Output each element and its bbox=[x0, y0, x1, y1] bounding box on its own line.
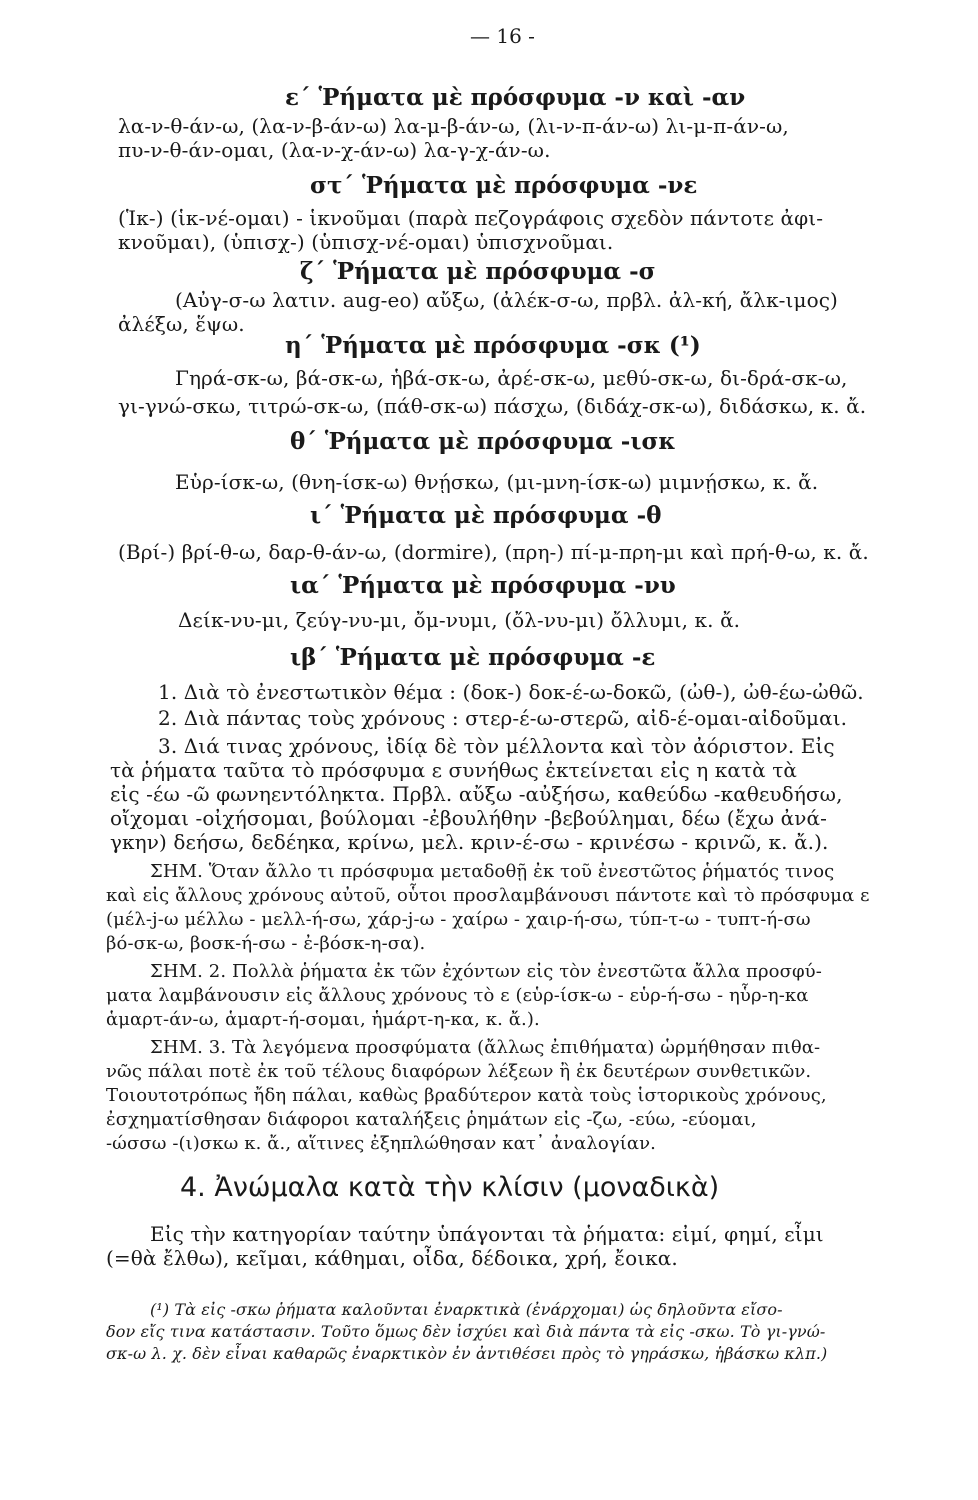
note-line: Τοιουτοτρόπως ἤδη πάλαι, καθὼς βραδύτερον κατὰ τοὺς ἱστορικοὺς χρόνους, bbox=[106, 1085, 827, 1106]
text-line: γι-γνώ-σκω, τιτρώ-σκ-ω, (πάθ-σκ-ω) πάσχω, (διδάχ-σκ-ω), διδάσκω, κ. ἄ. bbox=[118, 394, 867, 418]
heading-th: θ΄ Ῥήματα μὲ πρόσφυμα -ισκ bbox=[290, 428, 676, 455]
text-line: (Αὐγ-σ-ω λατιν. aug-eo) αὔξω, (ἀλέκ-σ-ω, πρβλ. ἀλ-κή, ἄλκ-ιμος) bbox=[175, 288, 838, 312]
text-line: Γηρά-σκ-ω, βά-σκ-ω, ἡβά-σκ-ω, ἀρέ-σκ-ω, μεθύ-σκ-ω, δι-δρά-σκ-ω, bbox=[175, 366, 848, 390]
note-line: ἐσχηματίσθησαν διάφοροι καταλήξεις ῥημάτων εἰς -ζω, -εύω, -εύομαι, bbox=[106, 1109, 757, 1130]
note-line: -ώσσω -(ι)σκω κ. ἄ., αἵτινες ἐξηπλώθησαν κατ᾽ ἀναλογίαν. bbox=[106, 1133, 656, 1154]
heading-ib: ιβ΄ Ῥήματα μὲ πρόσφυμα -ε bbox=[290, 644, 656, 671]
text-line: οἴχομαι -οἰχήσομαι, βούλομαι -ἐβουλήθην -βεβούλημαι, δέω (ἔχω ἀνά- bbox=[110, 806, 827, 830]
text-line: 3. Διά τινας χρόνους, ἰδίᾳ δὲ τὸν μέλλοντα καὶ τὸν ἀόριστον. Εἰς bbox=[158, 734, 835, 758]
footnote-line: δον εἴς τινα κατάστασιν. Τοῦτο ὅμως δὲν ἰσχύει καὶ διὰ πάντα τὰ εἰς -σκω. Τὸ γι-γνώ- bbox=[106, 1322, 826, 1341]
heading-i: ι΄ Ῥήματα μὲ πρόσφυμα -θ bbox=[310, 502, 662, 529]
text-line: εἰς -έω -ῶ φωνηεντόληκτα. Πρβλ. αὔξω -αὐξήσω, καθεύδω -καθευδήσω, bbox=[110, 782, 843, 806]
text-line: λα-ν-θ-άν-ω, (λα-ν-β-άν-ω) λα-μ-β-άν-ω, (λι-ν-π-άν-ω) λι-μ-π-άν-ω, bbox=[118, 114, 789, 138]
heading-z: ζ΄ Ῥήματα μὲ πρόσφυμα -σ bbox=[300, 258, 656, 285]
text-line: Εἰς τὴν κατηγορίαν ταύτην ὑπάγονται τὰ ῥήματα: εἰμί, φημί, εἶμι bbox=[150, 1222, 824, 1246]
note-line: ἁμαρτ-άν-ω, ἁμαρτ-ή-σομαι, ἡμάρτ-η-κα, κ. ἄ.). bbox=[106, 1009, 540, 1030]
section-4-title: 4. Ἀνώμαλα κατὰ τὴν κλίσιν (μοναδικὰ) bbox=[180, 1172, 720, 1203]
note-line: ΣΗΜ. 2. Πολλὰ ῥήματα ἐκ τῶν ἐχόντων εἰς τὸν ἐνεστῶτα ἄλλα προσφύ- bbox=[150, 961, 822, 982]
heading-st: στ΄ Ῥήματα μὲ πρόσφυμα -νε bbox=[310, 172, 698, 199]
text-line: 1. Διὰ τὸ ἐνεστωτικὸν θέμα : (δοκ-) δοκ-έ-ω-δοκῶ, (ὠθ-), ὠθ-έω-ὠθῶ. bbox=[158, 680, 864, 704]
note-line: καὶ εἰς ἄλλους χρόνους αὐτοῦ, οὗτοι προσλαμβάνουσι πάντοτε καὶ τὸ πρόσφυμα ε bbox=[106, 885, 870, 906]
text-line: (Ἱκ-) (ἱκ-νέ-ομαι) - ἱκνοῦμαι (παρὰ πεζογράφοις σχεδὸν πάντοτε ἀφι- bbox=[118, 206, 824, 230]
text-line: ἀλέξω, ἕψω. bbox=[118, 312, 245, 336]
note-line: βό-σκ-ω, βοσκ-ή-σω - ἐ-βόσκ-η-σα). bbox=[106, 933, 426, 954]
text-line: Εὑρ-ίσκ-ω, (θνη-ίσκ-ω) θνῄσκω, (μι-μνη-ίσκ-ω) μιμνῄσκω, κ. ἄ. bbox=[175, 470, 819, 494]
text-line: τὰ ῥήματα ταῦτα τὸ πρόσφυμα ε συνήθως ἐκτείνεται εἰς η κατὰ τὰ bbox=[110, 758, 798, 782]
note-line: νῶς πάλαι ποτὲ ἐκ τοῦ τέλους διαφόρων λέξεων ἢ ἐκ δευτέρων συνθετικῶν. bbox=[106, 1061, 812, 1082]
text-line: πυ-ν-θ-άν-ομαι, (λα-ν-χ-άν-ω) λα-γ-χ-άν-ω. bbox=[118, 138, 551, 162]
footnote-line: σκ-ω λ. χ. δὲν εἶναι καθαρῶς ἐναρκτικὸν ἐν ἀντιθέσει πρὸς τὸ γηράσκω, ἡβάσκω κλπ.) bbox=[106, 1344, 828, 1363]
heading-e: ε΄ Ῥήματα μὲ πρόσφυμα -ν καὶ -αν bbox=[285, 84, 746, 111]
note-line: ΣΗΜ. Ὅταν ἄλλο τι πρόσφυμα μεταδοθῇ ἐκ τοῦ ἐνεστῶτος ῥήματός τινος bbox=[150, 861, 835, 882]
heading-h: η΄ Ῥήματα μὲ πρόσφυμα -σκ (¹) bbox=[285, 332, 701, 359]
note-line: ματα λαμβάνουσιν εἰς ἄλλους χρόνους τὸ ε (εὑρ-ίσκ-ω - εὑρ-ή-σω - ηὗρ-η-κα bbox=[106, 985, 809, 1006]
text-line: γκην) δεήσω, δεδέηκα, κρίνω, μελ. κριν-έ-σω - κρινέσω - κρινῶ, κ. ἄ.). bbox=[110, 830, 829, 854]
heading-ia: ια΄ Ῥήματα μὲ πρόσφυμα -νυ bbox=[290, 572, 676, 599]
text-line: (Βρί-) βρί-θ-ω, δαρ-θ-άν-ω, (dormire), (πρη-) πί-μ-πρη-μι καὶ πρή-θ-ω, κ. ἄ. bbox=[118, 540, 869, 564]
text-line: (=θὰ ἔλθω), κεῖμαι, κάθημαι, οἶδα, δέδοικα, χρή, ἔοικα. bbox=[106, 1246, 678, 1270]
note-line: (μέλ-j-ω μέλλω - μελλ-ή-σω, χάρ-j-ω - χαίρω - χαιρ-ή-σω, τύπ-τ-ω - τυπτ-ή-σω bbox=[106, 909, 811, 930]
page-number: — 16 - bbox=[470, 24, 535, 48]
footnote-line: (¹) Τὰ εἰς -σκω ῥήματα καλοῦνται ἐναρκτικὰ (ἐνάρχομαι) ὡς δηλοῦντα εἴσο- bbox=[150, 1300, 783, 1319]
text-line: κνοῦμαι), (ὑπισχ-) (ὑπισχ-νέ-ομαι) ὑπισχνοῦμαι. bbox=[118, 230, 614, 254]
note-line: ΣΗΜ. 3. Τὰ λεγόμενα προσφύματα (ἄλλως ἐπιθήματα) ὡρμήθησαν πιθα- bbox=[150, 1037, 821, 1058]
text-line: Δείκ-νυ-μι, ζεύγ-νυ-μι, ὄμ-νυμι, (ὄλ-νυ-μι) ὄλλυμι, κ. ἄ. bbox=[178, 608, 741, 632]
text-line: 2. Διὰ πάντας τοὺς χρόνους : στερ-έ-ω-στερῶ, αἰδ-έ-ομαι-αἰδοῦμαι. bbox=[158, 706, 848, 730]
